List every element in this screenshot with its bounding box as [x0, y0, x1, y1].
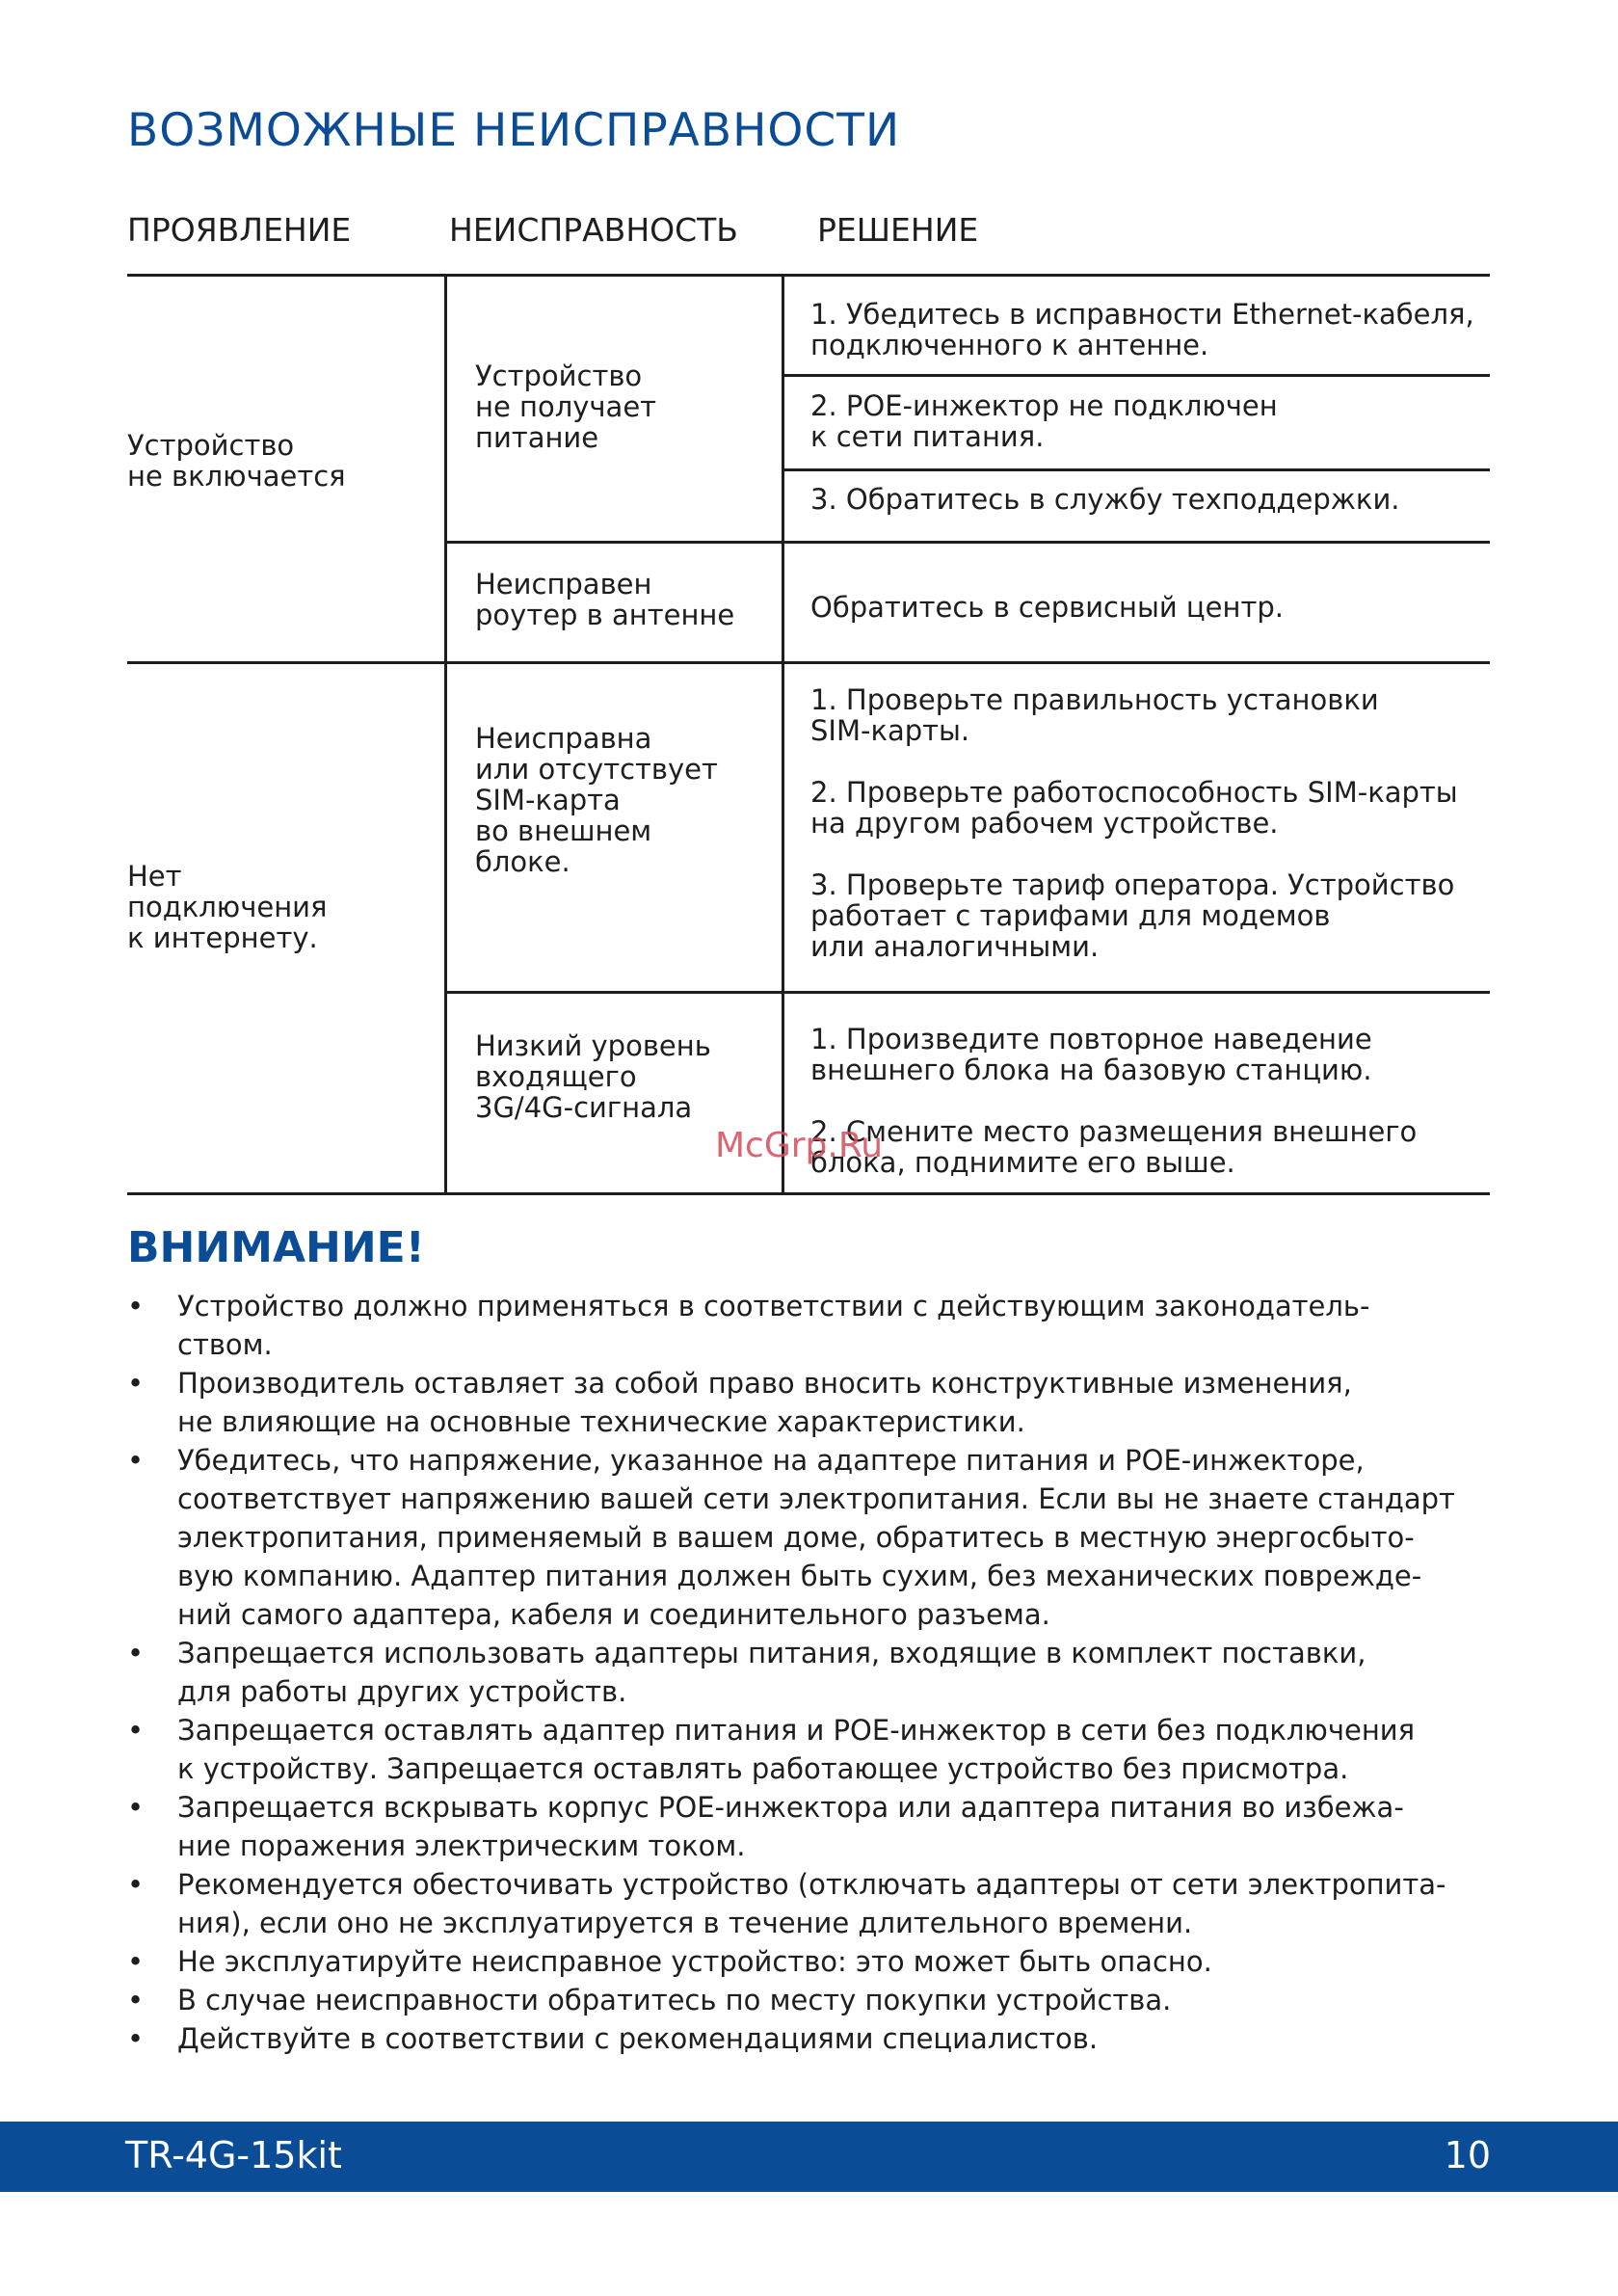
solution-cell: 3. Обратитесь в службу техподдержки. — [810, 483, 1400, 516]
bullet-icon: • — [127, 1868, 145, 1901]
list-item: • Производитель оставляет за собой право вносить конструктивные изменения, не влияющие на основные технические характеристики. — [127, 1364, 1515, 1441]
bullet-icon: • — [127, 2022, 145, 2055]
column-header-symptom: ПРОЯВЛЕНИЕ — [127, 211, 352, 249]
solution-cell: 1. Произведите повторное наведение внешнего блока на базовую станцию. — [810, 1023, 1372, 1086]
bullet-icon: • — [127, 1945, 145, 1978]
fault-cell: Неисправна или отсутствует SIM-карта во внешнем блоке. — [475, 722, 718, 878]
fault-cell: Неисправен роутер в антенне — [475, 568, 735, 631]
column-divider — [444, 274, 447, 1195]
table-top-rule — [127, 274, 1490, 277]
list-item: • Запрещается оставлять адаптер питания и POE-инжектор в сети без подключения к устройству. Запрещается оставлять работающее устройство без присмотра. — [127, 1711, 1515, 1788]
symptom-cell: Нет подключения к интернету. — [127, 860, 328, 954]
bullet-icon: • — [127, 1714, 145, 1747]
column-divider — [782, 274, 784, 1195]
fault-cell: Низкий уровень входящего 3G/4G-сигнала — [475, 1029, 711, 1124]
page-number: 10 — [1444, 2134, 1491, 2176]
bullet-icon: • — [127, 1637, 145, 1669]
table-bottom-rule — [127, 1192, 1490, 1195]
solution-cell: Обратитесь в сервисный центр. — [810, 591, 1284, 624]
column-header-fault: НЕИСПРАВНОСТЬ — [449, 211, 738, 249]
list-item: • Убедитесь, что напряжение, указанное на адаптере питания и POE-инжекторе, соответствует напряжению вашей сети электропитания. Если вы не знаете стандарт электропитания, применяемый в вашем доме, обратитесь в местную энергосбыто- вую компанию. Адаптер питания должен быть сухим, без механических поврежде- ний самого адаптера, кабеля и соединительного разъема. — [127, 1441, 1515, 1634]
solution-cell: 1. Проверьте правильность установки SIM-карты. — [810, 683, 1379, 747]
bullet-icon: • — [127, 1367, 145, 1400]
bullet-icon: • — [127, 1791, 145, 1824]
symptom-cell: Устройство не включается — [127, 429, 346, 493]
list-item: • Рекомендуется обесточивать устройство (отключать адаптеры от сети электропита- ния), если оно не эксплуатируется в течение длительного времени. — [127, 1865, 1515, 1942]
list-item: • Запрещается использовать адаптеры питания, входящие в комплект поставки, для работы других устройств. — [127, 1634, 1515, 1711]
row-divider — [784, 468, 1490, 471]
list-item: • Не эксплуатируйте неисправное устройство: это может быть опасно. — [127, 1942, 1515, 1981]
row-divider — [447, 991, 1490, 994]
solution-cell: 2. Смените место размещения внешнего блока, поднимите его выше. — [810, 1115, 1418, 1179]
page-title: ВОЗМОЖНЫЕ НЕИСПРАВНОСТИ — [127, 104, 901, 157]
solution-cell: 1. Убедитесь в исправности Ethernet-кабеля, подключенного к антенне. — [810, 298, 1474, 361]
footer-bar — [0, 2122, 1618, 2192]
model-name: TR-4G-15kit — [125, 2134, 342, 2176]
solution-cell: 2. POE-инжектор не подключен к сети питания. — [810, 389, 1278, 453]
list-item: • Действуйте в соответствии с рекомендациями специалистов. — [127, 2019, 1515, 2058]
attention-list — [127, 1287, 1515, 2058]
solution-cell: 2. Проверьте работоспособность SIM-карты на другом рабочем устройстве. — [810, 776, 1458, 840]
group-divider — [127, 661, 1490, 664]
watermark: McGrp.Ru — [715, 1126, 884, 1165]
attention-title: ВНИМАНИЕ! — [127, 1223, 425, 1272]
list-item: • Устройство должно применяться в соответствии с действующим законодатель- ством. — [127, 1287, 1515, 1364]
fault-cell: Устройство не получает питание — [475, 360, 657, 454]
solution-cell: 3. Проверьте тариф оператора. Устройство работает с тарифами для модемов или аналогичными. — [810, 868, 1455, 963]
list-item: • Запрещается вскрывать корпус POE-инжектора или адаптера питания во избежа- ние поражения электрическим током. — [127, 1788, 1515, 1865]
bullet-icon: • — [127, 1444, 145, 1477]
row-divider — [447, 541, 1490, 544]
bullet-icon: • — [127, 1290, 145, 1322]
bullet-icon: • — [127, 1984, 145, 2016]
column-header-solution: РЕШЕНИЕ — [817, 211, 979, 249]
row-divider — [784, 374, 1490, 377]
list-item: • В случае неисправности обратитесь по месту покупки устройства. — [127, 1981, 1515, 2019]
